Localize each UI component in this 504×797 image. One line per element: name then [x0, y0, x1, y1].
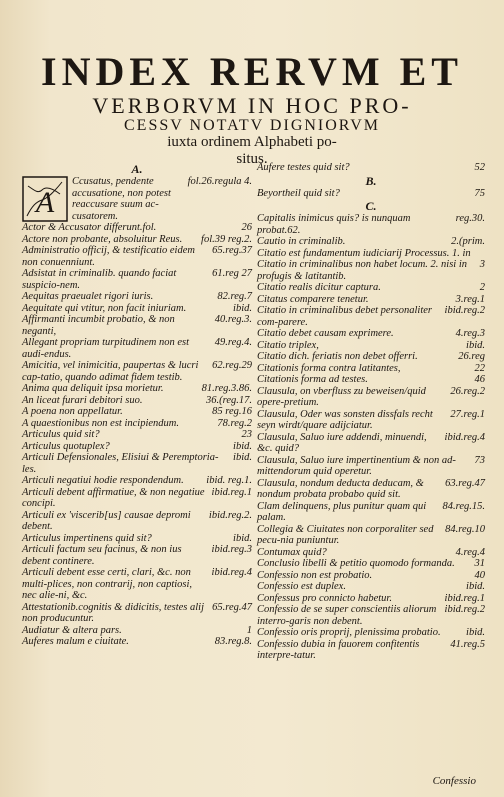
index-entry — [257, 639, 485, 662]
entry-reference: 27.reg.1 — [450, 408, 485, 420]
decorated-initial-a-icon — [22, 176, 68, 222]
entry-reference: 78.reg.2 — [217, 417, 252, 429]
entry-text: Citatus comparere tenetur. — [257, 293, 369, 305]
entry-reference: 26.reg — [458, 351, 485, 362]
entry-text: Anima qua deliquit ipsa morietur. — [22, 383, 164, 394]
entry-text: Aequitas praeualet rigori iuris. — [22, 291, 154, 302]
entry-reference: 3.reg.1 — [455, 293, 485, 305]
right-column — [257, 162, 485, 662]
entry-reference: 41.reg.5 — [450, 638, 485, 650]
index-entry — [22, 418, 252, 430]
entry-text: Confessio est duplex. — [257, 581, 346, 592]
entry-reference: 61.reg 27 — [212, 268, 252, 279]
index-entry — [257, 305, 485, 328]
index-entry — [257, 162, 485, 174]
index-entry — [22, 533, 252, 545]
entry-text: Citatio in criminalibus debet personaliter com-parere. — [257, 305, 432, 328]
entry-reference: 85 reg.16 — [212, 406, 252, 417]
entry-text: Citatio triplex, — [257, 339, 319, 351]
index-entry — [257, 188, 485, 200]
index-entry — [257, 501, 485, 524]
entry-reference: 22 — [474, 362, 485, 374]
entry-reference: ibid. — [466, 339, 485, 351]
entry-reference: 4.reg.3 — [455, 328, 485, 339]
entry-text: Clausula, Saluo iure impertinentium & non ad-mittendorum quid operetur. — [257, 454, 456, 477]
index-entry — [22, 234, 252, 246]
entry-reference: ibid. — [466, 581, 485, 592]
entry-text: Actor & Accusator differunt.fol. — [22, 222, 157, 233]
entry-text: Beyortheil quid sit? — [257, 187, 340, 199]
index-entry — [257, 351, 485, 363]
index-entry — [257, 363, 485, 375]
entry-reference: 40 — [474, 569, 485, 581]
index-entry — [22, 395, 252, 407]
index-entry — [257, 282, 485, 294]
entry-reference: 84.reg.10 — [445, 523, 485, 535]
left-entry-list — [22, 176, 252, 648]
index-entry — [22, 625, 252, 637]
entry-text: Clausula, nondum deducta deducam, & nondum probata probabo quid sit. — [257, 477, 424, 500]
entry-text: Citatio debet causam exprimere. — [257, 328, 394, 339]
entry-reference: 26.reg.2 — [450, 385, 485, 397]
index-entry — [22, 406, 252, 418]
index-entry — [257, 248, 485, 260]
right-entries-c — [257, 213, 485, 662]
entry-reference: 83.reg.8. — [214, 636, 252, 647]
catchword: Confessio — [432, 775, 476, 787]
index-entry — [257, 627, 485, 639]
index-entry — [257, 581, 485, 593]
entry-text: Citatio realis dicitur captura. — [257, 282, 381, 293]
entry-reference: ibid.reg.4 — [211, 567, 252, 578]
entry-reference: 26 — [241, 222, 252, 233]
index-entry — [22, 441, 252, 453]
index-entry — [257, 213, 485, 236]
entry-text: Articulus quotuplex? — [22, 440, 110, 452]
entry-reference: 2 — [479, 282, 485, 293]
index-entry — [257, 236, 485, 248]
entry-reference: ibid. — [233, 440, 252, 452]
entry-reference: ibid.reg.3 — [211, 544, 252, 555]
entry-text: Confessio dubia in fauorem confitentis interpre-tatur. — [257, 638, 420, 661]
index-entry — [22, 222, 252, 234]
entry-text: Articuli debent esse certi, clari, &c. non multi-plices, non contrarij, non captiosi, nec alie-ni, &c. — [22, 567, 193, 601]
entry-text: Attestationib.cognitis & didicitis, testes alij non producuntur. — [22, 601, 204, 624]
index-entry — [257, 547, 485, 559]
entry-reference: 62.reg.29 — [212, 360, 252, 371]
entry-text: Articuli debent affirmatiue, & non negatiue concipi. — [22, 486, 205, 509]
index-entry — [22, 429, 252, 441]
entry-text: Articuli negatiui hodie respondendum. — [22, 475, 184, 486]
entry-text: A quaestionibus non est incipiendum. — [22, 417, 180, 429]
entry-reference: 84.reg.15. — [442, 500, 485, 512]
entry-reference: 40.reg.3. — [214, 314, 252, 325]
section-letter-a: A. — [131, 162, 143, 176]
index-entry — [22, 487, 252, 510]
entry-text: Confessio de se super conscientiis aliorum interro-garis non debent. — [257, 604, 437, 627]
heading-line-4: iuxta ordinem Alphabeti po- — [167, 134, 337, 150]
entry-text: Clausula, on vberfluss zu beweisen/quid opere-pretium. — [257, 385, 426, 408]
entry-reference: fol.39 reg.2. — [201, 233, 252, 245]
entry-text: Articuli factum seu facinus, & non ius debent continere. — [22, 544, 182, 567]
entry-text: Ccusatus, pendente accusatione, non potest reaccusare suum ac-cusatorem. — [72, 176, 171, 222]
entry-reference: 1 — [246, 624, 252, 636]
index-entry — [257, 340, 485, 352]
entry-reference: fol.26.regula 4. — [187, 176, 252, 187]
index-entry — [22, 475, 252, 487]
entry-reference: 49.reg.4. — [214, 337, 252, 348]
left-column — [22, 162, 252, 648]
entry-text: Citatio dich. feriatis non debet offerri. — [257, 351, 418, 362]
index-entry — [22, 602, 252, 625]
entry-reference: 65.reg.37 — [212, 245, 252, 256]
entry-reference: ibid.reg.1 — [444, 592, 485, 604]
entry-text: An liceat furari debitori suo. — [22, 394, 143, 406]
entry-text: Clausula, Saluo iure addendi, minuendi, &c. quid? — [257, 431, 427, 454]
index-entry — [22, 452, 252, 475]
entry-reference: ibid.reg.4 — [444, 431, 485, 443]
index-entry — [257, 386, 485, 409]
entry-reference: 82.reg.7 — [217, 291, 252, 302]
index-entry — [257, 570, 485, 582]
right-entries-a — [257, 162, 485, 174]
entry-text: Citatio est fundamentum iudiciarij Processus. 1. in — [257, 247, 471, 259]
index-entry — [72, 176, 252, 222]
entry-reference: reg.30. — [455, 213, 485, 224]
index-entry — [22, 544, 252, 567]
index-entry — [22, 337, 252, 360]
index-entry — [22, 636, 252, 648]
entry-reference: ibid.reg.2. — [208, 509, 252, 521]
entry-text: Auferes malum e ciuitate. — [22, 636, 129, 647]
index-entry — [22, 510, 252, 533]
section-letter-b: B. — [365, 173, 377, 188]
index-entry — [257, 558, 485, 570]
entry-text: Affirmanti incumbit probatio, & non neganti, — [22, 314, 175, 337]
entry-reference: 75 — [474, 187, 485, 199]
right-entries-b — [257, 188, 485, 200]
index-entry — [22, 303, 252, 315]
index-entry — [257, 604, 485, 627]
heading-line-5: situs. — [236, 151, 268, 167]
entry-reference: ibid.reg.2 — [444, 604, 485, 615]
entry-text: Articulus quid sit? — [22, 429, 100, 440]
entry-text: Citationis forma contra latitantes, — [257, 362, 401, 374]
entry-reference: 52 — [474, 162, 485, 173]
entry-reference: 46 — [474, 374, 485, 385]
entry-text: Clam delinquens, plus punitur quam qui palam. — [257, 500, 427, 523]
index-entry — [257, 259, 485, 282]
entry-reference: 73 — [474, 454, 485, 466]
entry-text: Articuli ex 'viscerib[us] causae depromi debent. — [22, 509, 191, 532]
entry-text: Audiatur & altera pars. — [22, 624, 122, 636]
index-entry — [22, 268, 252, 291]
entry-reference: 65.reg.47 — [212, 601, 252, 613]
entry-text: Articulus impertinens quid sit? — [22, 532, 152, 544]
entry-text: Aufere testes quid sit? — [257, 162, 350, 173]
index-entry — [257, 328, 485, 340]
entry-text: Actore non probante, absoluitur Reus. — [22, 233, 183, 245]
index-entry — [22, 383, 252, 395]
entry-reference: 2.(prim. — [451, 236, 485, 247]
entry-reference: ibid. reg.1. — [206, 475, 252, 486]
index-entry — [22, 245, 252, 268]
entry-reference: ibid. — [233, 452, 252, 463]
entry-reference: 81.reg.3.86. — [201, 383, 252, 394]
entry-text: Contumax quid? — [257, 546, 327, 558]
entry-text: Allegant propriam turpitudinem non est audi-endus. — [22, 337, 190, 360]
svg-text:A: A — [35, 186, 55, 219]
index-entry — [257, 409, 485, 432]
entry-text: Citatio in criminalibus non habet locum. 2. nisi in profugis & latitantib. — [257, 259, 467, 282]
index-entry — [22, 314, 252, 337]
entry-text: A poena non appellatur. — [22, 406, 123, 417]
index-entry — [257, 478, 485, 501]
entry-reference: 63.reg.47 — [445, 477, 485, 489]
entry-text: Citationis forma ad testes. — [257, 374, 368, 385]
section-letter-c: C. — [365, 199, 377, 213]
entry-text: Adsistat in criminalib. quando faciat suspicio-nem. — [22, 268, 177, 291]
index-entry — [22, 567, 252, 602]
index-entry — [257, 432, 485, 455]
entry-text: Conclusio libelli & petitio quomodo formanda. — [257, 558, 455, 569]
entry-reference: 23 — [241, 429, 252, 440]
entry-reference: ibid.reg.2 — [444, 305, 485, 316]
entry-text: Aequitate qui vtitur, non facit iniuriam. — [22, 302, 187, 314]
entry-text: Articuli Defensionales, Elisiui & Peremptoria-les. — [22, 452, 219, 475]
entry-reference: ibid. — [233, 532, 252, 544]
entry-text: Capitalis inimicus quis? is nunquam probat.62. — [257, 213, 411, 236]
heading-line-3: CESSV NOTATV DIGNIORVM — [124, 117, 380, 134]
entry-text: Confessio non est probatio. — [257, 569, 373, 581]
index-entry — [22, 360, 252, 383]
entry-reference: 36.(reg.17. — [206, 394, 252, 406]
index-entry — [257, 524, 485, 547]
heading-line-1: INDEX RERVM ET — [41, 49, 463, 94]
entry-reference: 3 — [479, 259, 485, 270]
index-entry — [257, 294, 485, 306]
entry-reference: ibid. — [233, 302, 252, 314]
index-entry — [22, 291, 252, 303]
index-entry — [257, 455, 485, 478]
index-entry — [257, 374, 485, 386]
heading-line-2: VERBORVM IN HOC PRO- — [92, 93, 412, 118]
entry-reference: 31 — [474, 558, 485, 569]
index-entry — [257, 593, 485, 605]
entry-text: Administratio officij, & testificatio eidem non conuenniunt. — [22, 245, 195, 268]
entry-text: Confessio oris proprij, plenissima probatio. — [257, 627, 441, 638]
entry-text: Collegia & Ciuitates non corporaliter sed pecu-nia puniuntur. — [257, 523, 434, 546]
entry-text: Confessus pro connicto habetur. — [257, 592, 392, 604]
entry-reference: 4.reg.4 — [455, 546, 485, 558]
entry-text: Cautio in criminalib. — [257, 236, 346, 247]
entry-reference: ibid. — [466, 627, 485, 638]
entry-text: Clausula, Oder was sonsten dissfals recht seyn wirdt/quare adijciatur. — [257, 408, 433, 431]
entry-text: Amicitia, vel inimicitia, paupertas & lucri cap-tatio, quando adimat fidem testib. — [22, 360, 199, 383]
entry-reference: ibid.reg.1 — [211, 486, 252, 498]
